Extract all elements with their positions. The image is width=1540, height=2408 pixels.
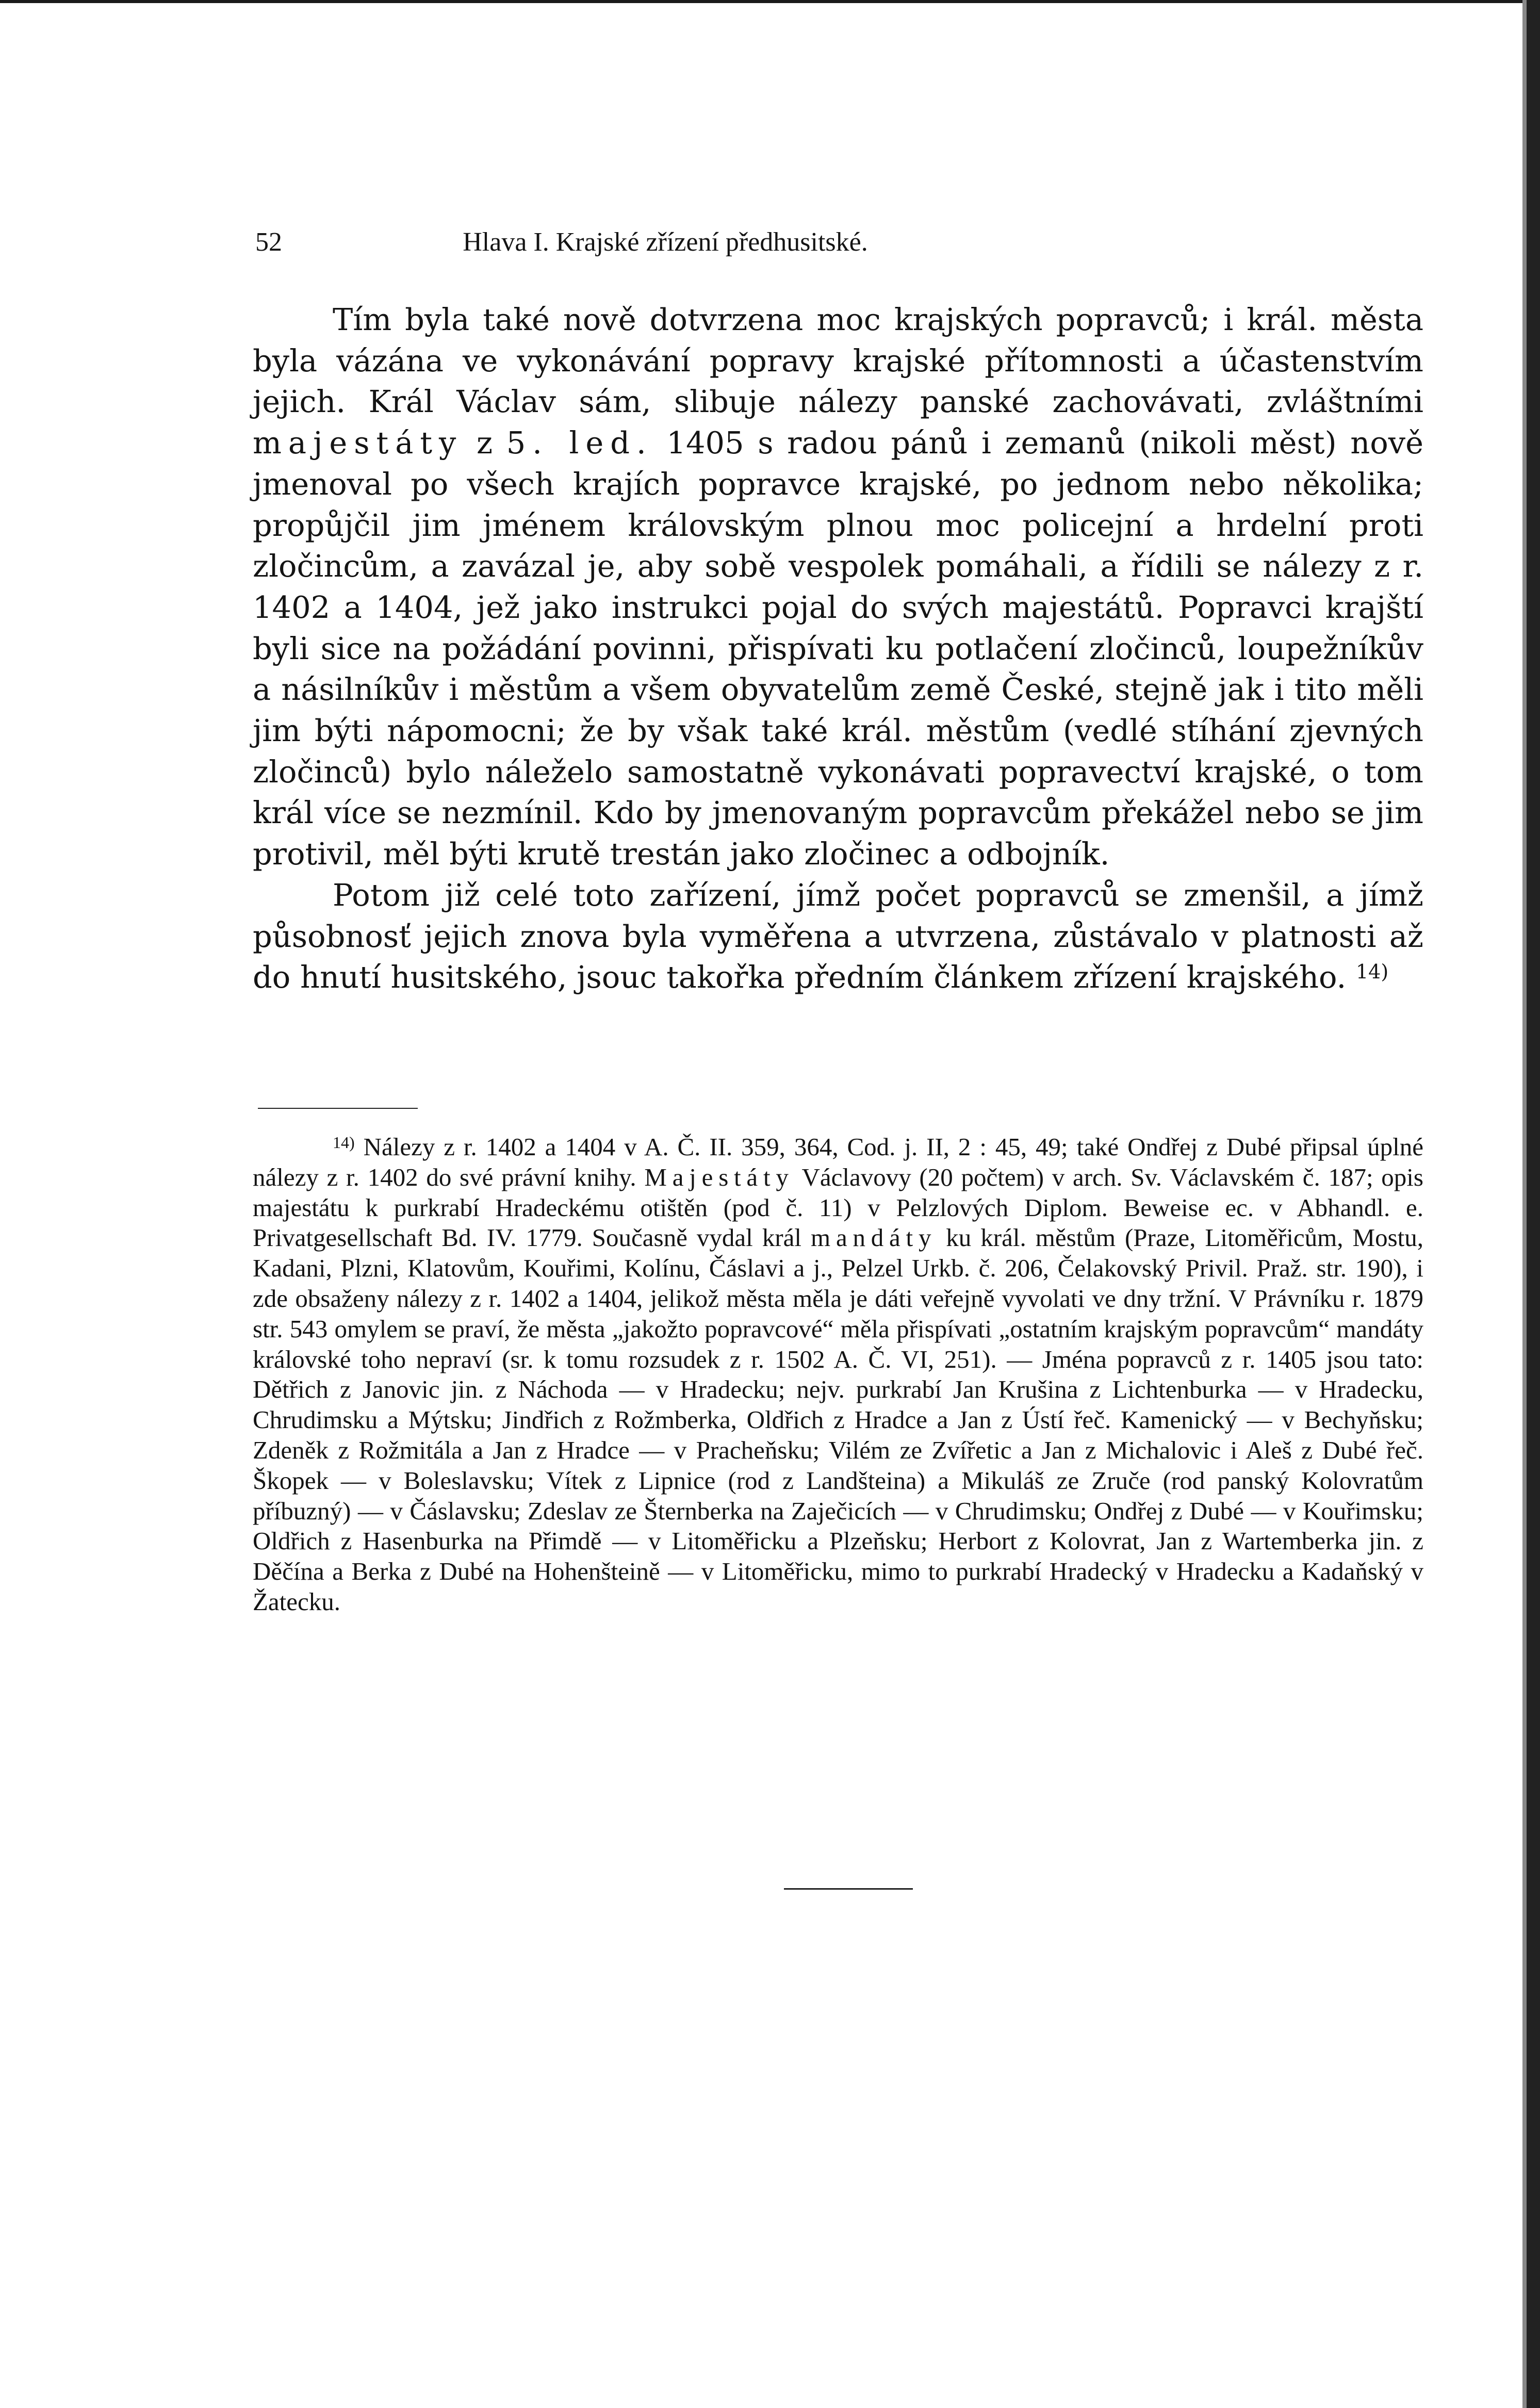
footnote-part-2: Václavovy (20 počtem) v arch. Sv. Václavském č. 187; opis majestátu k purkrabí Hradeckému otištěn (pod č. 11) v Pelzlových Diplom. Beweise ec. v Abhandl. e. Privatgesellschaft Bd. IV. 1779. Současně vydal král bbox=[253, 1162, 1423, 1252]
scan-right-edge bbox=[1527, 0, 1540, 2408]
page-number: 52 bbox=[255, 227, 282, 257]
paragraph-1 bbox=[253, 299, 1423, 875]
paragraph-2 bbox=[253, 875, 1423, 998]
end-rule bbox=[784, 1888, 913, 1890]
spaced-majestaty-footnote: Majestáty bbox=[644, 1162, 794, 1191]
main-text bbox=[253, 299, 1423, 998]
paragraph-1-part-1: Tím byla také nově dotvrzena moc krajských popravců; i král. města byla vázána ve vykonávání popravy krajské přítomnosti a účastenstvím jejich. Král Václav sám, slibuje nálezy panské zachovávati, zvláštními bbox=[253, 302, 1423, 420]
running-head: Hlava I. Krajské zřízení předhusitské. bbox=[463, 227, 868, 257]
footnote-14 bbox=[253, 1132, 1423, 1617]
scan-top-edge bbox=[0, 0, 1540, 3]
paragraph-1-part-2: z bbox=[463, 425, 506, 461]
scan-right-edge-shadow bbox=[1522, 0, 1527, 2408]
spaced-date: 5. led. bbox=[506, 425, 653, 461]
spaced-mandaty: mandáty bbox=[811, 1223, 937, 1252]
footnote-reference: 14) bbox=[1355, 960, 1389, 984]
footnote-marker: 14) bbox=[333, 1133, 355, 1152]
spaced-majestaty: majestáty bbox=[253, 425, 463, 461]
paragraph-2-text: Potom již celé toto zařízení, jímž počet popravců se zmenšil, a jímž působnosť jejich znova byla vyměřena a utvrzena, zůstávalo v platnosti až do hnutí husitského, jsouc takořka předním článkem zřízení krajského. bbox=[253, 877, 1423, 995]
page-header bbox=[255, 227, 1075, 268]
footnote-part-1: Nálezy z r. 1402 a 1404 v A. Č. II. 359, 364, Cod. j. II, 2 : 45, 49; také Ondřej z Dubé připsal úplné nálezy z r. 1402 do své právní knihy. bbox=[253, 1133, 1423, 1191]
footnote-separator bbox=[258, 1108, 418, 1109]
footnote-part-3: ku král. městům (Praze, Litoměřicům, Mostu, Kadani, Plzni, Klatovům, Kouřimi, Kolínu, Čáslavi a j., Pelzel Urkb. č. 206, Čelakovský Privil. Praž. str. 190), i zde obsaženy nálezy z r. 1402 a 1404, jelikož města měla je dáti veřejně vyvolati ve dny tržní. V Právníku r. 1879 str. 543 omylem se praví, že města „jakožto popravcové“ měla přispívati „ostatním krajským popravcům“ mandáty královské toho nepraví (sr. k tomu rozsudek z r. 1502 A. Č. VI, 251). — Jména popravců z r. 1405 jsou tato: Dětřich z Janovic jin. z Náchoda — v Hradecku; nejv. purkrabí Jan Krušina z Lichtenburka — v Hradecku, Chrudimsku a Mýtsku; Jindřich z Rožmberka, Oldřich z Hradce a Jan z Ústí řeč. Kamenický — v Bechyňsku; Zdeněk z Rožmitála a Jan z Hradce — v Pracheňsku; Vilém ze Zvířetic a Jan z Michalovic i Aleš z Dubé řeč. Škopek — v Boleslavsku; Vítek z Lipnice (rod z Landšteina) a Mikuláš ze Zruče (rod panský Kolovratům příbuzný) — v Čáslavsku; Zdeslav ze Šternberka na Zaječicích — v Chrudimsku; Ondřej z Dubé — v Kouřimsku; Oldřich z Hasenburka na Přimdě — v Litoměřicku a Plzeňsku; Herbort z Kolovrat, Jan z Wartemberka jin. z Děčína a Berka z Dubé na Hohenšteině — v Litoměřicku, mimo to purkrabí Hradecký v Hradecku a Kadaňský v Žatecku. bbox=[253, 1223, 1424, 1616]
footnotes bbox=[253, 1132, 1423, 1617]
paragraph-1-part-3: 1405 s radou pánů i zemanů (nikoli měst) nově jmenoval po všech krajích popravce krajské, po jednom nebo několika; propůjčil jim jménem královským plnou moc policejní a hrdelní proti zločincům, a zavázal je, aby sobě vespolek pomáhali, a řídili se nálezy z r. 1402 a 1404, jež jako instrukci pojal do svých majestátů. Popravci krajští byli sice na požádání povinni, přispívati ku potlačení zločinců, loupežníkův a násilníkův i městům a všem obyvatelům země České, stejně jak i tito měli jim býti nápomocni; že by však také král. městům (vedlé stíhání zjevných zločinců) bylo náleželo samostatně vykonávati popravectví krajské, o tom král více se nezmínil. Kdo by jmenovaným popravcům překážel nebo se jim protivil, měl býti krutě trestán jako zločinec a odbojník. bbox=[253, 425, 1423, 872]
